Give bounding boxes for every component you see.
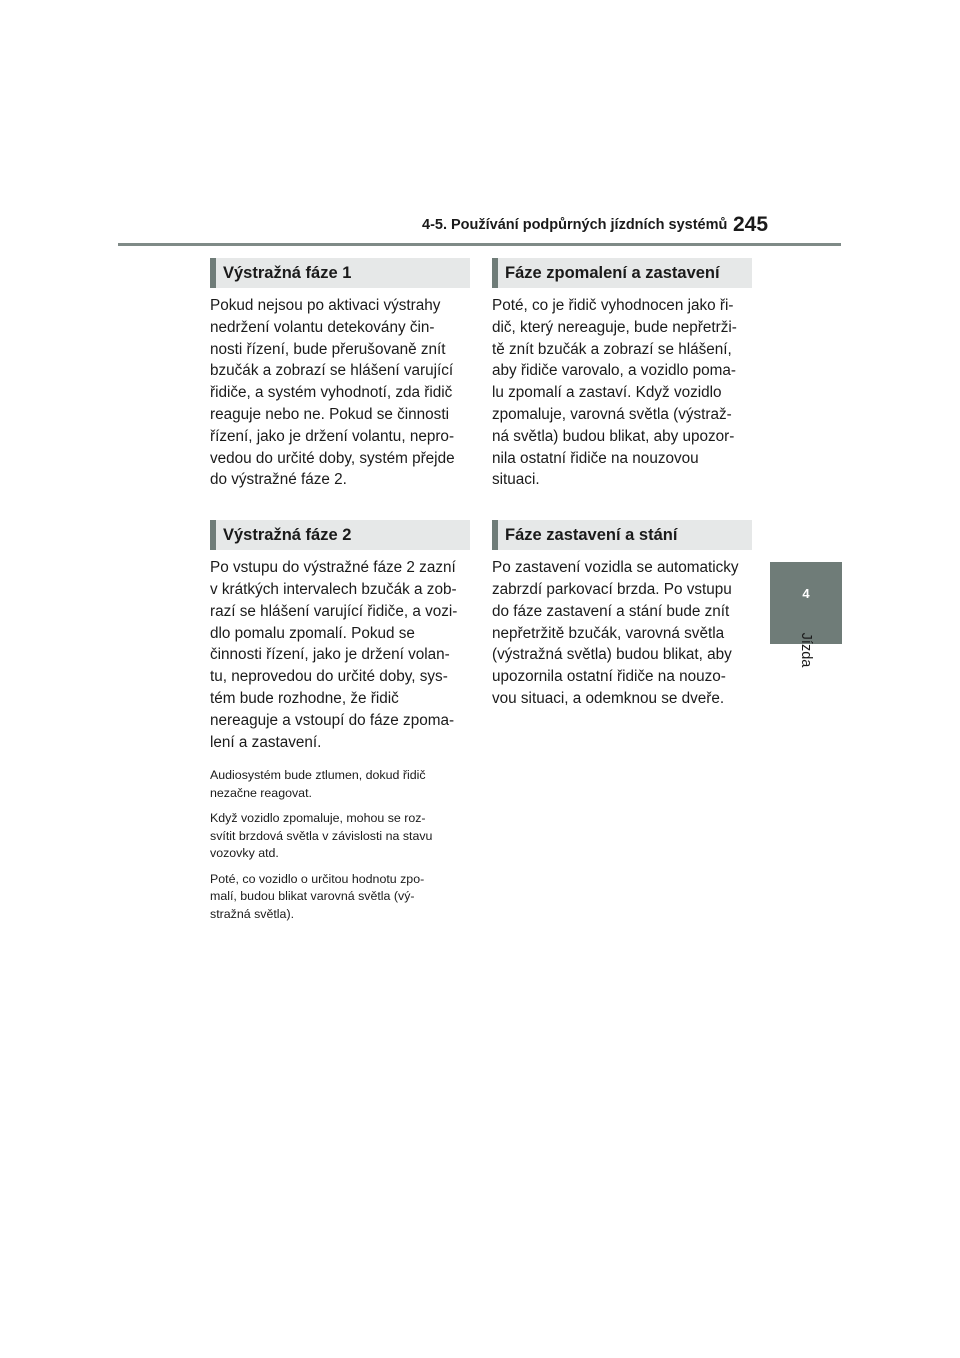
section-body-deceleration-stop <box>492 295 752 491</box>
text-line: lení a zastavení. <box>210 733 322 751</box>
text-line: řízení, jako je držení volantu, nepro- <box>210 427 455 445</box>
note-line: nezačne reagovat. <box>210 785 312 800</box>
right-column <box>492 258 752 710</box>
note-hazard-lights <box>210 871 470 924</box>
chapter-number: 4 <box>802 586 810 601</box>
text-line: nereaguje a vstoupí do fáze zpoma- <box>210 711 455 729</box>
left-column <box>210 258 470 923</box>
text-line: tu, neprovedou do určité doby, sys- <box>210 668 448 686</box>
section-title: 4-5. Používání podpůrných jízdních systémů <box>422 217 728 233</box>
chapter-label <box>796 630 816 670</box>
text-line: razí se hlášení varující řidiče, a vozi- <box>210 602 458 620</box>
note-line: vozovky atd. <box>210 846 279 861</box>
note-line: stražná světla). <box>210 906 295 921</box>
text-line: Po vstupu do výstražné fáze 2 zazní <box>210 559 456 577</box>
section-body-warning-phase-2 <box>210 557 470 753</box>
text-line: vedou do určité doby, systém přejde <box>210 449 455 467</box>
page-number: 245 <box>733 213 769 236</box>
text-line: tě znít bzučák a zobrazí se hlášení, <box>492 340 732 358</box>
note-line: svítit brzdová světla v závislosti na stavu <box>210 828 433 843</box>
text-line: ná světla) budou blikat, aby upozor- <box>492 427 735 445</box>
text-line: Pokud nejsou po aktivaci výstrahy <box>210 297 441 314</box>
text-line: (výstražná světla) budou blikat, aby <box>492 646 732 664</box>
text-line: nepřetržitě bzučák, varovná světla <box>492 624 725 642</box>
text-line: Poté, co je řidič vyhodnocen jako ři- <box>492 297 734 314</box>
text-line: nosti řízení, bude přerušovaně znít <box>210 340 446 358</box>
text-line: upozornila ostatní řidiče na nouzo- <box>492 668 726 686</box>
text-line: aby řidiče varovalo, a vozidlo poma- <box>492 362 737 380</box>
text-line: dlo pomalu zpomalí. Pokud se <box>210 624 415 642</box>
header-divider <box>118 243 841 246</box>
section-heading-warning-phase-1: Výstražná fáze 1 <box>210 258 470 288</box>
text-line: dič, který nereaguje, bude nepřetrži- <box>492 318 737 336</box>
section-heading-deceleration-stop: Fáze zpomalení a zastavení <box>492 258 752 288</box>
text-line: situaci. <box>492 471 540 489</box>
note-line: Poté, co vozidlo o určitou hodnotu zpo- <box>210 871 425 886</box>
text-line: do fáze zastavení a stání bude znít <box>492 602 730 620</box>
text-line: činnosti řízení, jako je držení volan- <box>210 646 450 664</box>
text-line: do výstražné fáze 2. <box>210 471 347 489</box>
text-line: zabrzdí parkovací brzda. Po vstupu <box>492 580 732 598</box>
section-heading-stop-hold: Fáze zastavení a stání <box>492 520 752 550</box>
text-line: Po zastavení vozidla se automaticky <box>492 559 739 577</box>
section-body-stop-hold <box>492 557 752 710</box>
text-line: nedržení volantu detekovány čin- <box>210 318 435 336</box>
note-line: Když vozidlo zpomaluje, mohou se roz- <box>210 811 426 826</box>
text-line: v krátkých intervalech bzučák a zob- <box>210 580 457 598</box>
note-line: malí, budou blikat varovná světla (vý- <box>210 889 415 904</box>
section-body-warning-phase-1 <box>210 295 470 491</box>
chapter-label-text: Jízda <box>798 632 814 668</box>
section-heading-warning-phase-2: Výstražná fáze 2 <box>210 520 470 550</box>
note-brake-lights <box>210 810 470 863</box>
note-audio-muted <box>210 767 470 802</box>
text-line: zpomaluje, varovná světla (výstraž- <box>492 405 732 423</box>
text-line: lu zpomalí a zastaví. Když vozidlo <box>492 384 722 402</box>
text-line: tém bude rozhodne, že řidič <box>210 689 399 707</box>
text-line: vou situaci, a odemknou se dveře. <box>492 689 725 707</box>
text-line: bzučák a zobrazí se hlášení varující <box>210 362 454 380</box>
text-line: reaguje nebo ne. Pokud se činnosti <box>210 405 449 423</box>
text-line: řidiče, a systém vyhodnotí, zda řidič <box>210 384 453 402</box>
text-line: nila ostatní řidiče na nouzovou <box>492 449 699 467</box>
note-line: Audiosystém bude ztlumen, dokud řidič <box>210 768 426 783</box>
